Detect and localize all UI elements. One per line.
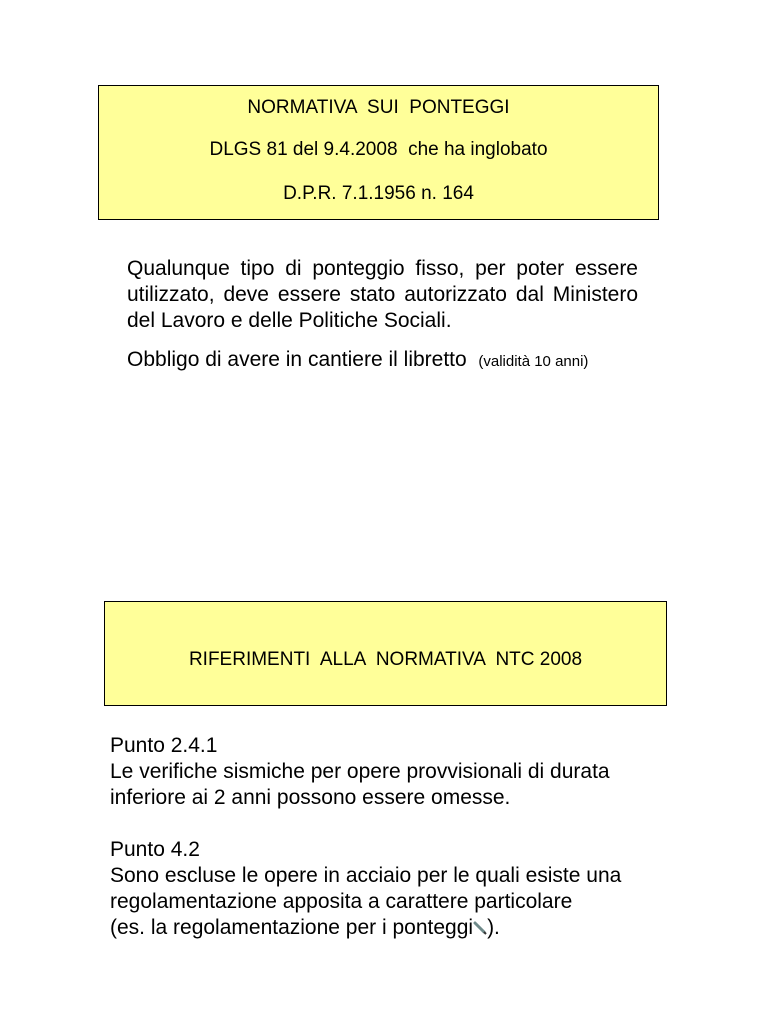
section-line: (es. la regolamentazione per i ponteggi bbox=[110, 916, 474, 939]
obligation-text: Obbligo di avere in cantiere il libretto bbox=[127, 348, 467, 371]
validity-note: (validità 10 anni) bbox=[478, 353, 589, 370]
ntc-title: RIFERIMENTI ALLA NORMATIVA NTC 2008 bbox=[188, 649, 583, 670]
section-punto-2-4-1 bbox=[110, 733, 610, 811]
section-line: regolamentazione apposita a carattere particolare bbox=[110, 890, 573, 913]
title-box-normativa bbox=[98, 85, 659, 220]
title-line-2: DLGS 81 del 9.4.2008 che ha inglobato bbox=[209, 139, 548, 160]
pencil-icon bbox=[473, 916, 487, 930]
section-line: inferiore ai 2 anni possono essere omesse. bbox=[110, 786, 511, 809]
intro-paragraph: Qualunque tipo di ponteggio fisso, per poter essere utilizzato, deve essere stato autorizzato dal Ministero del Lavoro e delle Politiche Sociali. bbox=[127, 257, 638, 332]
section-line-with-icon bbox=[110, 915, 621, 941]
section-heading: Punto 4.2 bbox=[110, 838, 200, 861]
title-box-ntc bbox=[104, 601, 667, 706]
title-line-1: NORMATIVA SUI PONTEGGI bbox=[247, 97, 510, 118]
section-line: ). bbox=[487, 916, 500, 939]
title-line-3: D.P.R. 7.1.1956 n. 164 bbox=[283, 183, 474, 204]
obligation-line bbox=[127, 347, 588, 375]
section-line: Sono escluse le opere in acciaio per le quali esiste una bbox=[110, 864, 622, 887]
section-heading: Punto 2.4.1 bbox=[110, 734, 218, 757]
section-punto-4-2 bbox=[110, 837, 621, 941]
section-line: Le verifiche sismiche per opere provvisionali di durata bbox=[110, 760, 610, 783]
